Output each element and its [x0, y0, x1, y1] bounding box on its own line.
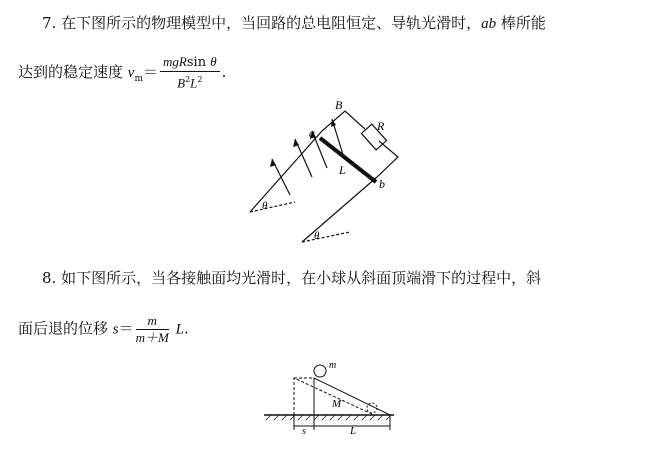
rod-ab — [320, 138, 376, 182]
displacement-symbol: s — [112, 321, 119, 338]
fraction-numerator — [160, 54, 220, 72]
problem-7-text: 7. 在下图所示的物理模型中，当回路的总电阻恒定、导轨光滑时， — [42, 14, 482, 32]
label-b: b — [379, 177, 385, 191]
upper-rail — [250, 131, 322, 212]
velocity-subscript: m — [134, 74, 143, 85]
figure-inclined-rails — [240, 95, 410, 247]
wedge-M — [314, 378, 390, 415]
label-theta-lower: θ — [314, 230, 320, 242]
problem-8-line-2-text: 面后退的位移 — [18, 319, 113, 338]
numerator-theta: θ — [210, 54, 217, 69]
denominator-exp-2: 2 — [197, 75, 203, 84]
label-L: L — [339, 163, 346, 177]
equals-sign: ＝ — [143, 63, 159, 82]
equals-sign-8: ＝ — [118, 319, 134, 338]
problem-8-line-1 — [42, 267, 541, 288]
numerator-mgR: mgR — [163, 54, 187, 69]
label-s: s — [302, 426, 306, 437]
problem-7-line-2-text: 达到的稳定速度 — [18, 63, 128, 82]
problem-7-text-end: 棒所能 — [496, 14, 546, 32]
fraction-numerator-m: m — [136, 313, 169, 330]
displacement-fraction — [136, 313, 169, 346]
label-theta-upper: θ — [262, 200, 268, 212]
label-R: R — [377, 119, 385, 133]
ground-hatching — [266, 415, 391, 420]
denominator-L: L — [190, 75, 198, 91]
problem-8-line-2 — [18, 313, 189, 346]
fraction-denominator — [160, 72, 220, 92]
label-L: L — [350, 425, 357, 437]
denominator-B: B — [177, 75, 186, 91]
ball-m — [314, 365, 326, 377]
fraction-denominator-m-plus-M: m＋M — [135, 330, 169, 345]
problem-7-line-1 — [42, 12, 546, 33]
velocity-fraction — [160, 54, 220, 92]
upper-horizontal-dash — [250, 202, 295, 212]
lower-horizontal-dash — [302, 232, 350, 242]
rod-ab-label: ab — [481, 16, 497, 32]
denominator-exp-1: 2 — [185, 75, 191, 84]
label-m: m — [329, 360, 337, 371]
numerator-sin: sin — [186, 55, 207, 70]
period: . — [221, 63, 227, 82]
length-symbol-L: L — [175, 321, 184, 338]
figure-sliding-wedge — [262, 358, 398, 438]
label-a: a — [309, 126, 315, 140]
period-8: . — [183, 319, 189, 338]
velocity-symbol: v — [127, 65, 135, 82]
problem-8-text: 8. 如下图所示，当各接触面均光滑时，在小球从斜面顶端滑下的过程中，斜 — [42, 269, 542, 287]
problem-7-line-2 — [18, 54, 226, 92]
label-M: M — [332, 398, 342, 410]
resistor-wire — [322, 111, 365, 131]
label-B: B — [335, 98, 343, 112]
